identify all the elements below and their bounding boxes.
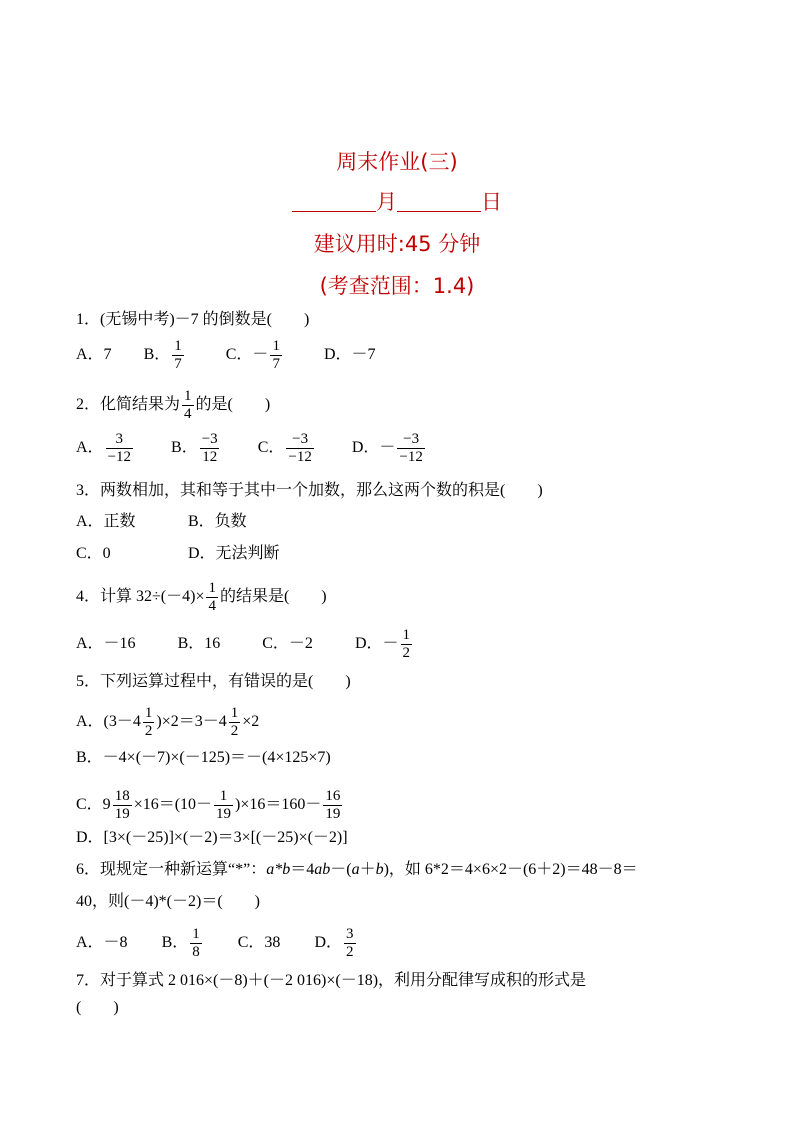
question-7-stem-line2: ( ) [76, 999, 119, 1016]
question-4-stem: 4．计算 32÷(－4)× $\frac{1}{4}$ 的结果是( ) [76, 580, 327, 614]
q3-option-d[interactable]: D．无法判断 [188, 545, 280, 562]
q3-option-a[interactable]: A．正数 [76, 513, 136, 530]
q5-option-b[interactable]: B．－4×(－7)×(－125)＝－(4×125×7) [76, 749, 331, 766]
q6-option-d[interactable]: D． $\frac{3}{2}$ [314, 926, 354, 960]
q6-option-a[interactable]: A．－8 [76, 934, 128, 952]
q1-option-a[interactable]: A．7 [76, 346, 112, 364]
question-1-options [76, 338, 376, 373]
question-6-stem: 6．现规定一种新运算“*”：a*b＝4ab－(a＋b)，如 6*2＝4×6×2－(6＋2)＝48－8＝ [76, 861, 638, 878]
q4-option-c[interactable]: C．－2 [262, 635, 313, 653]
question-2-stem: 2．化简结果为 $\frac{1}{4}$ 的是( ) [76, 388, 271, 422]
suggested-time: 建议用时:45 分钟 [313, 232, 481, 256]
q3-option-c[interactable]: C．0 [76, 545, 111, 562]
q1-option-b[interactable]: B． $\frac{1}{7}$ [143, 338, 182, 372]
q2-option-a[interactable]: A． $\frac{3}{-12}$ [76, 431, 132, 465]
q5-option-a[interactable]: A．(3－4 $\frac{1}{2}$ )×2＝3－4 $\frac{1}{2}$ ×2 [76, 705, 260, 739]
page-title: 周末作业(三) [336, 150, 458, 174]
question-7-stem: 7．对于算式 2 016×(－8)＋(－2 016)×(－18)，利用分配律写成积的形式是 [76, 972, 587, 989]
question-2-options [76, 431, 427, 466]
q2-option-d[interactable]: D．－ $\frac{-3}{-12}$ [351, 431, 423, 465]
month-blank[interactable] [292, 191, 376, 212]
question-5-stem: 5．下列运算过程中，有错误的是( ) [76, 673, 351, 690]
q6-option-c[interactable]: C．38 [237, 934, 281, 952]
question-3-stem: 3．两数相加，其和等于其中一个加数，那么这两个数的积是( ) [76, 482, 543, 499]
question-6-stem-line2: 40，则(－4)*(－2)＝( ) [76, 893, 260, 910]
q1-option-c[interactable]: C．－ $\frac{1}{7}$ [225, 338, 280, 372]
q3-option-b[interactable]: B．负数 [188, 513, 247, 530]
q4-option-b[interactable]: B．16 [177, 635, 221, 653]
question-1-stem: 1．(无锡中考)－7 的倒数是( ) [76, 311, 310, 328]
question-4-options [76, 627, 414, 662]
q2-option-c[interactable]: C． $\frac{-3}{-12}$ [257, 431, 312, 465]
q2-option-b[interactable]: B． $\frac{-3}{12}$ [171, 431, 218, 465]
question-6-options [76, 926, 358, 961]
date-line [0, 186, 794, 216]
q5-option-c[interactable]: C．9 $\frac{18}{19}$ ×16＝(10－ $\frac{1}{19}$ )×16＝160－ $\frac{16}{19}$ [76, 788, 341, 822]
day-label: 日 [481, 190, 502, 214]
question-3-options-row2 [76, 544, 280, 564]
question-3-options-row1 [76, 512, 247, 532]
exam-scope: (考查范围：1.4) [319, 274, 475, 298]
day-blank[interactable] [397, 191, 481, 212]
q4-option-d[interactable]: D．－ $\frac{1}{2}$ [354, 627, 410, 661]
month-label: 月 [376, 190, 397, 214]
q6-option-b[interactable]: B． $\frac{1}{8}$ [161, 926, 200, 960]
q5-option-d[interactable]: D．[3×(－25)]×(－2)＝3×[(－25)×(－2)] [76, 829, 348, 846]
q1-option-d[interactable]: D．－7 [323, 346, 376, 364]
q4-option-a[interactable]: A．－16 [76, 635, 136, 653]
